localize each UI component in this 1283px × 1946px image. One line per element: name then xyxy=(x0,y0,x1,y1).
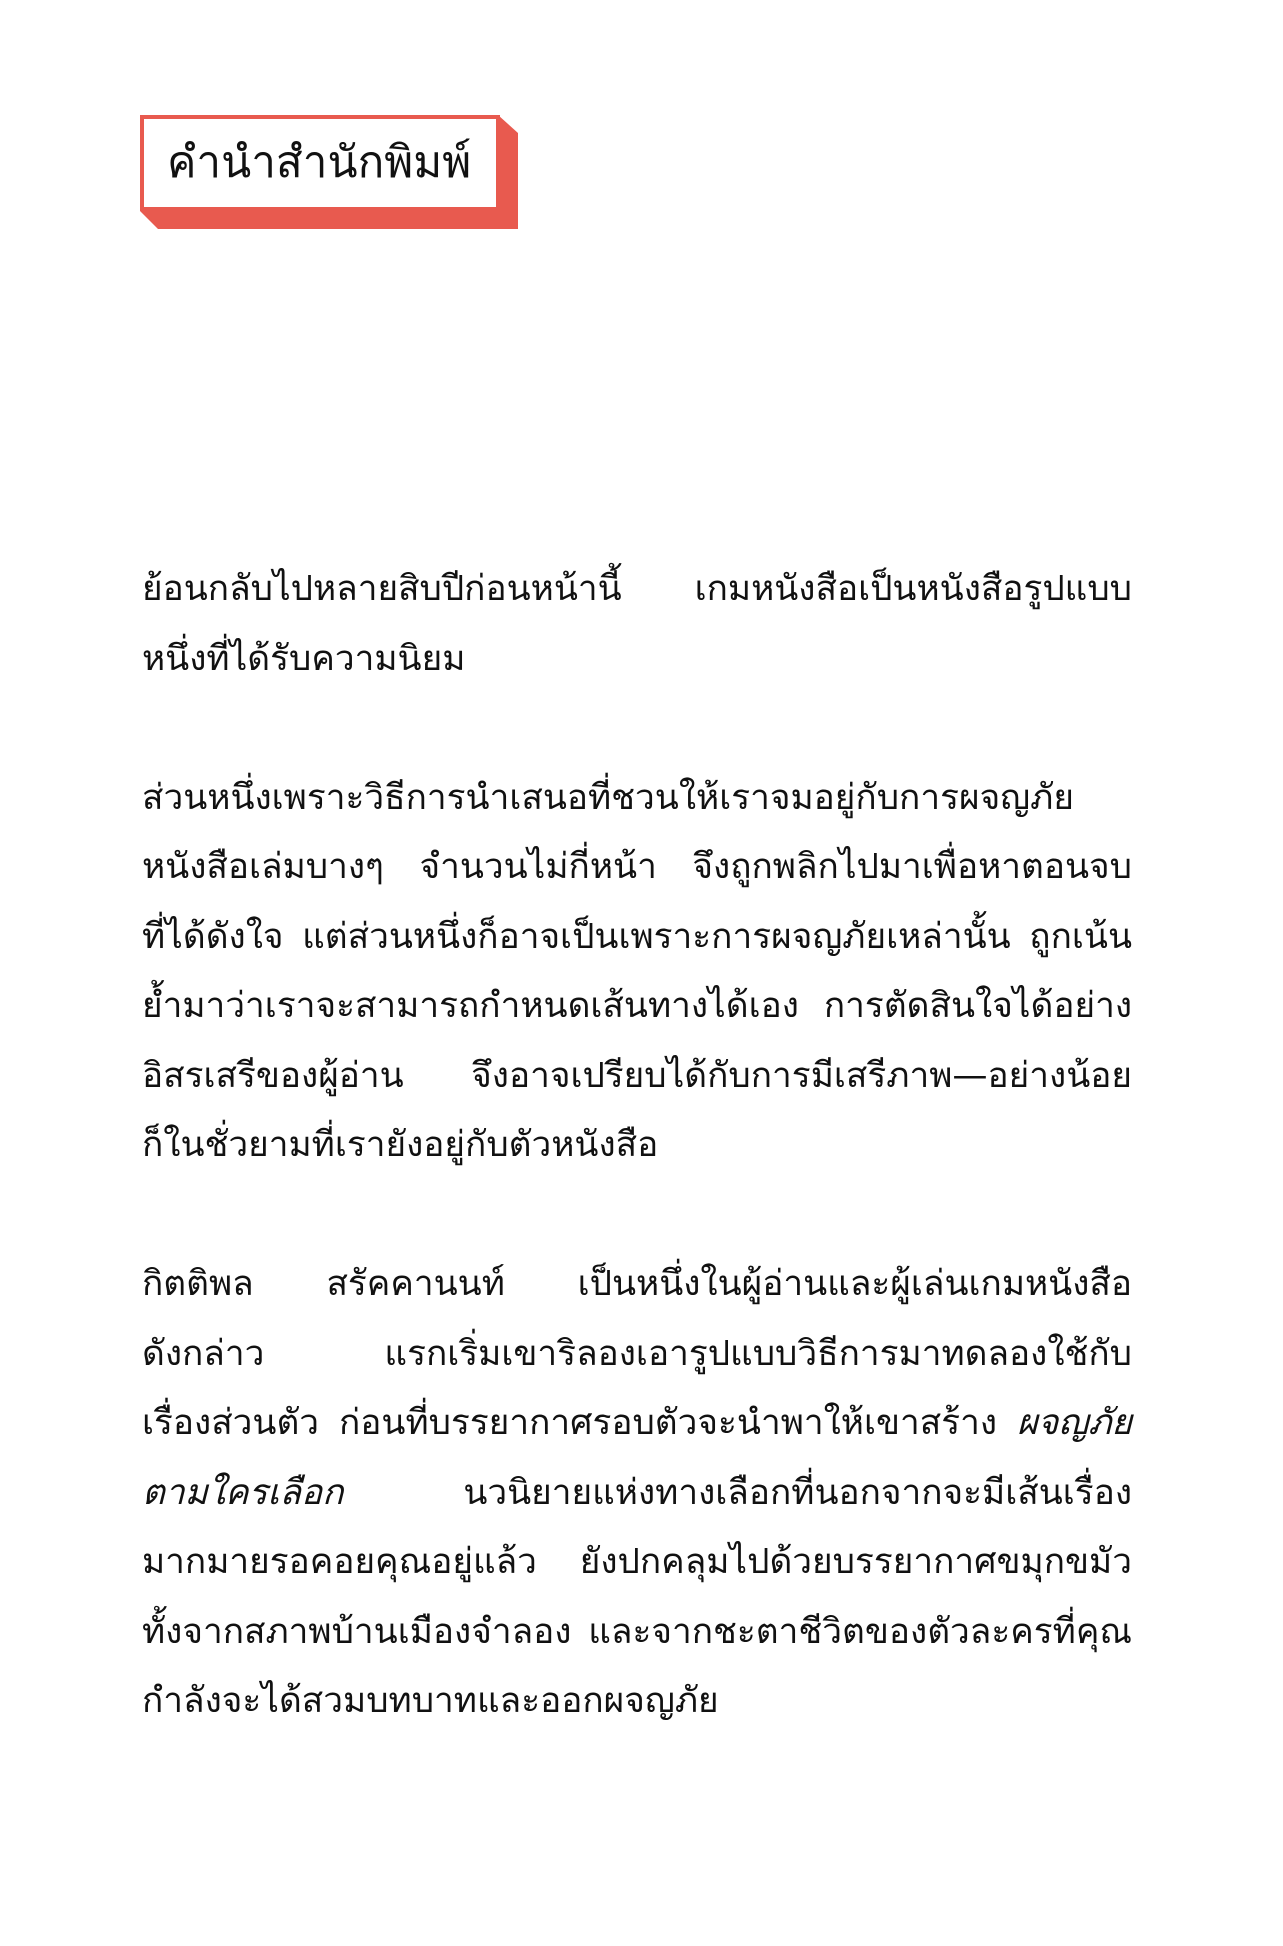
body-text xyxy=(142,554,1132,1805)
text-line: หนังสือเล่มบางๆ จำนวนไม่กี่หน้า จึงถูกพลิกไปมาเพื่อหาตอนจบ xyxy=(142,846,1132,887)
text-line: ทั้งจากสภาพบ้านเมืองจำลอง และจากชะตาชีวิตของตัวละครที่คุณ xyxy=(142,1610,1132,1652)
section-title-box xyxy=(140,115,518,229)
text-line: กำลังจะได้สวมบทบาทและออกผจญภัย xyxy=(142,1680,719,1721)
book-title-italic: ผจญภัย xyxy=(1017,1402,1133,1443)
paragraph-3 xyxy=(142,1249,1132,1736)
text-line: ย้ำมาว่าเราจะสามารถกำหนดเส้นทางได้เอง การตัดสินใจได้อย่าง xyxy=(142,985,1132,1026)
text-line xyxy=(142,1458,1132,1528)
paragraph-2 xyxy=(142,763,1132,1180)
text-line xyxy=(142,1388,1132,1458)
text-segment: นวนิยายแห่งทางเลือกที่นอกจากจะมีเส้นเรื่อง xyxy=(463,1471,1132,1513)
paragraph-1 xyxy=(142,554,1132,693)
text-line: ย้อนกลับไปหลายสิบปีก่อนหน้านี้ เกมหนังสือเป็นหนังสือรูปแบบ xyxy=(142,568,1132,609)
text-line: หนึ่งที่ได้รับความนิยม xyxy=(142,637,466,679)
text-line: กิตติพล สรัคคานนท์ เป็นหนึ่งในผู้อ่านและผู้เล่นเกมหนังสือ xyxy=(142,1263,1132,1304)
text-line: ดังกล่าว แรกเริ่มเขาริลองเอารูปแบบวิธีการมาทดลองใช้กับ xyxy=(142,1332,1132,1374)
text-line: ที่ได้ดังใจ แต่ส่วนหนึ่งก็อาจเป็นเพราะการผจญภัยเหล่านั้น ถูกเน้น xyxy=(142,915,1132,957)
text-line: มากมายรอคอยคุณอยู่แล้ว ยังปกคลุมไปด้วยบรรยากาศขมุกขมัว xyxy=(142,1541,1132,1582)
text-line: อิสรเสรีของผู้อ่าน จึงอาจเปรียบได้กับการมีเสรีภาพ—อย่างน้อย xyxy=(142,1054,1132,1096)
text-line: ก็ในชั่วยามที่เรายังอยู่กับตัวหนังสือ xyxy=(142,1124,659,1165)
text-segment: เรื่องส่วนตัว ก่อนที่บรรยากาศรอบตัวจะนำพาให้เขาสร้าง xyxy=(142,1402,998,1443)
book-title-italic: ตามใครเลือก xyxy=(142,1471,344,1513)
page-title: คำนำสำนักพิมพ์ xyxy=(167,137,472,188)
text-line: ส่วนหนึ่งเพราะวิธีการนำเสนอที่ชวนให้เราจมอยู่กับการผจญภัย xyxy=(142,776,1074,818)
